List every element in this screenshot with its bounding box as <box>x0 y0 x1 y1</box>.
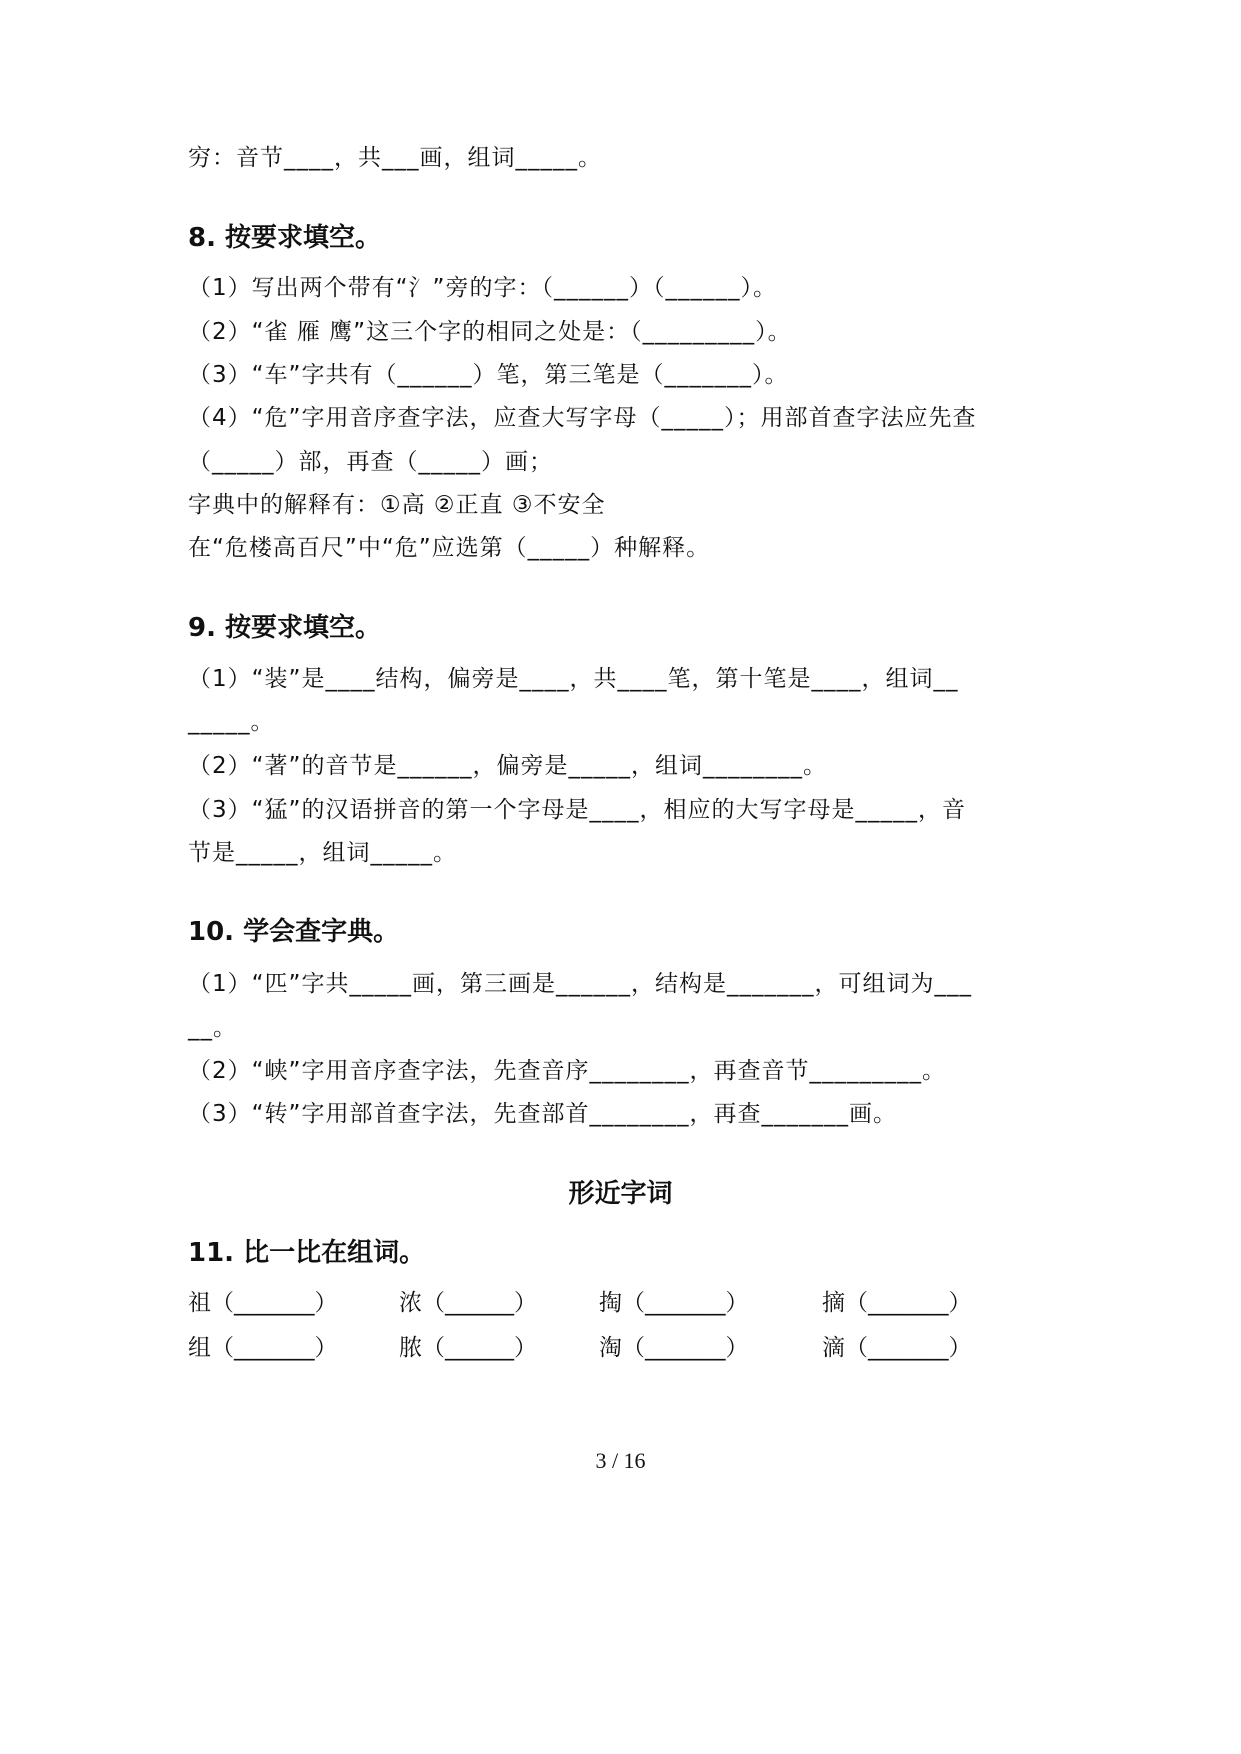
q11-cell: 掏（_______） <box>599 1290 749 1316</box>
top-line: 穷：音节____，共___画，组词_____。 <box>188 145 602 171</box>
q8-line-6: 字典中的解释有：①高 ②正直 ③不安全 <box>188 492 606 518</box>
q9-line-1: （1）“装”是____结构，偏旁是____，共____笔，第十笔是____，组词__ <box>188 666 959 692</box>
q10-line-4: （3）“转”字用部首查字法，先查部首________，再查_______画。 <box>188 1101 897 1127</box>
q11-heading: 11. 比一比在组词。 <box>188 1238 426 1268</box>
q11-cell: 摘（_______） <box>822 1290 972 1316</box>
q9-line-3: （2）“著”的音节是______，偏旁是_____，组词________。 <box>188 753 827 779</box>
q9-line-4: （3）“猛”的汉语拼音的第一个字母是____，相应的大写字母是_____，音 <box>188 797 966 823</box>
section-title: 形近字词 <box>568 1179 673 1209</box>
q8-heading: 8. 按要求填空。 <box>188 223 382 253</box>
q9-heading: 9. 按要求填空。 <box>188 613 382 643</box>
q8-line-3: （3）“车”字共有（______）笔，第三笔是（_______）。 <box>188 362 789 388</box>
q8-line-2: （2）“雀 雁 鹰”这三个字的相同之处是：（_________）。 <box>188 319 792 345</box>
q11-cell: 组（_______） <box>188 1335 338 1361</box>
q8-line-5: （_____）部，再查（_____）画； <box>188 449 553 475</box>
q10-line-2: __。 <box>188 1015 237 1041</box>
q11-cell: 祖（_______） <box>188 1290 338 1316</box>
q8-line-7: 在“危楼高百尺”中“危”应选第（_____）种解释。 <box>188 535 711 561</box>
q11-cell: 滴（_______） <box>822 1335 972 1361</box>
q10-line-3: （2）“峡”字用音序查字法，先查音序________，再查音节_________。 <box>188 1058 946 1084</box>
q11-cell: 浓（______） <box>399 1290 537 1316</box>
q8-line-1: （1）写出两个带有“氵”旁的字：（______）（______）。 <box>188 275 777 301</box>
q11-cell: 脓（______） <box>399 1335 537 1361</box>
q11-cell: 淘（_______） <box>599 1335 749 1361</box>
q9-line-5: 节是_____，组词_____。 <box>188 840 457 866</box>
q10-heading: 10. 学会查字典。 <box>188 917 400 947</box>
q9-line-2: _____。 <box>188 709 275 735</box>
page-number: 3 / 16 <box>595 1448 646 1473</box>
q8-line-4: （4）“危”字用音序查字法，应查大写字母（_____）；用部首查字法应先查 <box>188 405 977 431</box>
q10-line-1: （1）“匹”字共_____画，第三画是______，结构是_______，可组词为___ <box>188 971 972 997</box>
